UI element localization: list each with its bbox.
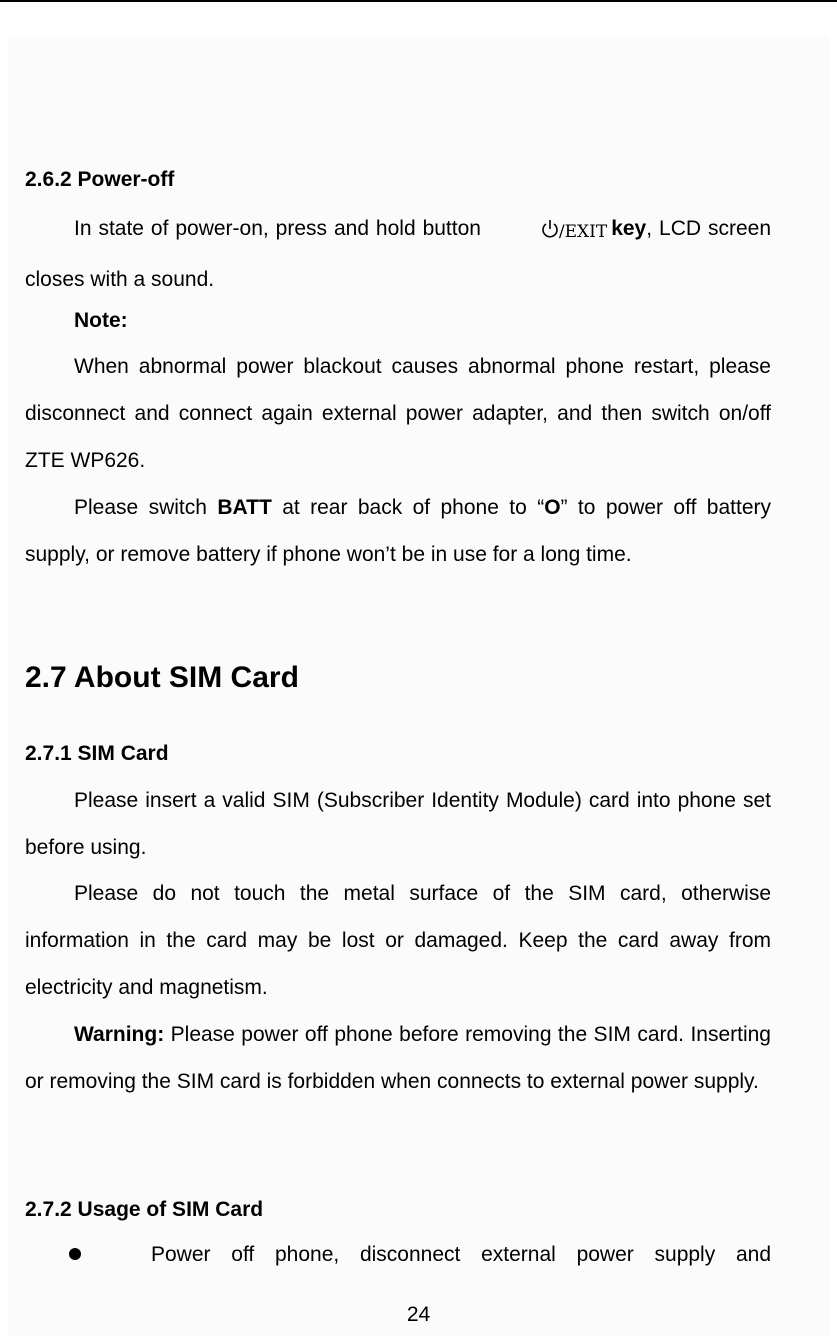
paragraph-warning — [25, 1011, 771, 1105]
bullet-text: Power off phone, disconnect external power supply and — [151, 1243, 771, 1266]
list-item — [25, 1240, 771, 1270]
batt-text-mid: at rear back of phone to “ — [271, 496, 545, 519]
heading-usage-sim-card: 2.7.2 Usage of SIM Card — [25, 1198, 264, 1221]
batt-word: BATT — [217, 496, 272, 519]
warning-text: Please power off phone before removing the SIM card. Inserting or removing the SIM card is forbidden when connects to external power supply. — [25, 1023, 771, 1093]
heading-sim-card: 2.7.1 SIM Card — [25, 742, 169, 765]
key-word: key — [611, 217, 647, 240]
paragraph-abnormal-power: When abnormal power blackout causes abnormal phone restart, please disconnect and connect again external power adapter, and then switch on/off ZTE WP626. — [25, 355, 771, 472]
power-icon — [492, 209, 607, 256]
paragraph-metal-surface: Please do not touch the metal surface of the SIM card, otherwise information in the card may be lost or damaged. Keep the card away from electricity and magnetism. — [25, 882, 771, 999]
heading-about-sim-card: 2.7 About SIM Card — [25, 661, 299, 694]
batt-text-end: ” to power off battery supply, or remove battery if phone won’t be in use for a long time. — [25, 496, 771, 566]
paragraph-insert-sim: Please insert a valid SIM (Subscriber Identity Module) card into phone set before using. — [25, 789, 771, 859]
warning-label: Warning: — [74, 1023, 165, 1046]
paragraph-batt-switch — [25, 484, 771, 578]
bullet-icon — [69, 1248, 81, 1260]
page-number: 24 — [406, 1303, 431, 1326]
note-label: Note: — [74, 309, 128, 332]
batt-text-start: Please switch — [74, 496, 218, 519]
top-rule — [0, 0, 837, 2]
o-symbol: O — [544, 496, 561, 519]
power-off-text-end: , LCD screen closes with a sound. — [25, 217, 771, 291]
note-label-line — [25, 297, 771, 344]
paragraph-power-off — [25, 205, 771, 303]
power-off-text-start: In state of power-on, press and hold button — [74, 217, 481, 240]
exit-label: /EXIT — [558, 222, 608, 242]
heading-power-off: 2.6.2 Power-off — [25, 168, 175, 191]
